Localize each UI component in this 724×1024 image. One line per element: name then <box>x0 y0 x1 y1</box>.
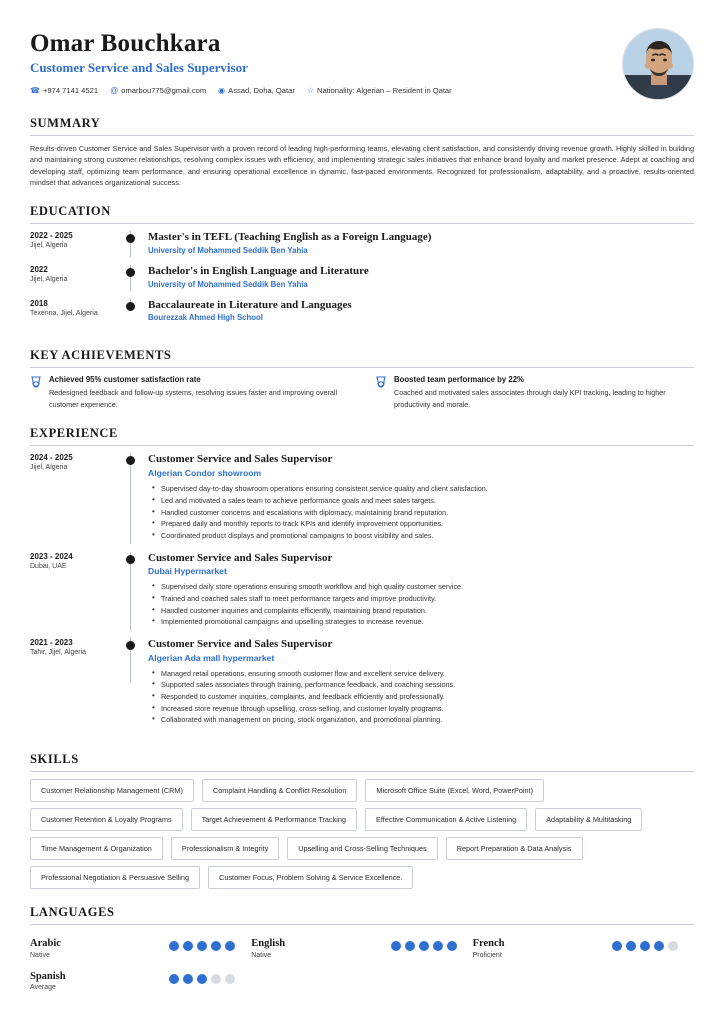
rating-dot <box>211 974 221 984</box>
timeline-dot-icon <box>126 555 135 564</box>
contact-nationality <box>307 86 452 95</box>
language-info <box>30 971 66 992</box>
education-location: Jijel, Algeria <box>30 242 68 250</box>
list-item <box>30 299 694 333</box>
language-item <box>30 965 251 998</box>
bullet: • Supervised daily store operations ensuring smooth workflow and high quality customer service. <box>161 581 694 593</box>
rating-dot <box>183 941 193 951</box>
experience-date: 2023 - 2024 <box>30 551 73 561</box>
timeline-axis <box>126 231 148 255</box>
language-level: Proficient <box>472 951 502 959</box>
rating-dot <box>197 974 207 984</box>
language-level: Native <box>251 951 272 959</box>
avatar <box>622 28 694 100</box>
experience-body <box>148 638 694 726</box>
contact-row <box>30 86 622 95</box>
contact-phone-text: +974 7141 4521 <box>42 86 99 95</box>
timeline-axis <box>126 265 148 289</box>
rating-dot <box>447 941 457 951</box>
email-icon: @ <box>110 85 119 95</box>
language-name: Spanish <box>30 970 66 982</box>
education-meta <box>30 299 126 323</box>
contact-nationality-text: Nationality: Algerian – Resident in Qatar <box>317 86 452 95</box>
education-body <box>148 231 694 255</box>
rating-dot <box>225 941 235 951</box>
experience-list <box>30 453 694 735</box>
education-body <box>148 265 694 289</box>
timeline-dot-icon <box>126 268 135 277</box>
experience-location: Dubai, UAE <box>30 562 67 570</box>
education-location: Texenna, Jijel, Algeria <box>30 309 98 317</box>
contact-phone[interactable] <box>30 86 98 95</box>
experience-title: Customer Service and Sales Supervisor <box>148 551 333 564</box>
education-meta <box>30 265 126 289</box>
bullet: • Collaborated with management on pricing, stock organization, and promotional planning. <box>161 714 694 726</box>
language-rating <box>612 941 678 951</box>
experience-bullets <box>148 581 694 628</box>
achievement-item <box>30 375 349 410</box>
contact-location <box>218 86 295 95</box>
education-institution: University of Mohammed Seddik Ben Yahia <box>148 245 308 255</box>
location-icon: ◉ <box>218 85 226 95</box>
page-title: Omar Bouchkara <box>30 30 221 57</box>
achievement-description: Coached and motivated sales associates through daily KPI tracking, leading to higher productivity and morale. <box>394 388 666 409</box>
rating-dot <box>225 974 235 984</box>
list-item <box>30 265 694 299</box>
divider <box>30 771 694 772</box>
achievements-heading: KEY ACHIEVEMENTS <box>30 348 172 363</box>
section-education <box>30 204 694 332</box>
skills-list <box>30 779 694 889</box>
list-item <box>30 231 694 265</box>
rating-dot <box>211 941 221 951</box>
experience-date: 2024 - 2025 <box>30 453 73 463</box>
rating-dot <box>169 974 179 984</box>
timeline-dot-icon <box>126 234 135 243</box>
languages-grid <box>30 932 694 997</box>
bullet: • Increased store revenue through upselling, cross-selling, and customer loyalty programs. <box>161 703 694 715</box>
skill-chip: Complaint Handling & Conflict Resolution <box>202 779 357 802</box>
achievement-item <box>375 375 694 410</box>
experience-title: Customer Service and Sales Supervisor <box>148 637 333 650</box>
timeline-axis <box>126 638 148 726</box>
header-left <box>30 26 622 95</box>
rating-dot <box>391 941 401 951</box>
divider <box>30 223 694 224</box>
experience-company: Dubai Hypermarket <box>148 566 227 577</box>
education-date: 2018 <box>30 298 48 308</box>
divider <box>30 135 694 136</box>
timeline-dot-icon <box>126 641 135 650</box>
rating-dot <box>640 941 650 951</box>
timeline-dot-icon <box>126 302 135 311</box>
section-languages <box>30 905 694 997</box>
bullet: • Handled customer concerns and escalations with diplomacy, maintaining brand reputation. <box>161 507 694 519</box>
divider <box>30 445 694 446</box>
education-degree: Baccalaureate in Literature and Languages <box>148 298 352 311</box>
education-body <box>148 299 694 323</box>
skill-chip: Customer Relationship Management (CRM) <box>30 779 194 802</box>
language-info <box>251 938 285 959</box>
bullet: • Implemented promotional campaigns and upselling strategies to increase revenue. <box>161 616 694 628</box>
experience-company: Algerian Condor showroom <box>148 468 262 479</box>
education-institution: University of Mohammed Seddik Ben Yahia <box>148 279 308 289</box>
rating-dot <box>668 941 678 951</box>
medal-icon <box>375 376 387 394</box>
education-meta <box>30 231 126 255</box>
experience-meta <box>30 638 126 726</box>
achievement-body <box>394 375 694 410</box>
divider <box>30 367 694 368</box>
rating-dot <box>612 941 622 951</box>
education-institution: Bourezzak Ahmed High School <box>148 313 263 323</box>
divider <box>30 924 694 925</box>
timeline-axis <box>126 453 148 541</box>
resume-header <box>30 26 694 100</box>
achievement-title: Achieved 95% customer satisfaction rate <box>49 375 201 385</box>
language-level: Average <box>30 984 56 992</box>
rating-dot <box>654 941 664 951</box>
section-experience <box>30 426 694 735</box>
rating-dot <box>197 941 207 951</box>
education-degree: Bachelor's in English Language and Literature <box>148 264 369 277</box>
language-info <box>473 938 505 959</box>
skill-chip: Time Management & Organization <box>30 837 163 860</box>
education-date: 2022 <box>30 264 48 274</box>
skills-heading: SKILLS <box>30 751 79 766</box>
skill-chip: Microsoft Office Suite (Excel, Word, PowerPoint) <box>365 779 544 802</box>
language-level: Native <box>30 951 50 959</box>
experience-date: 2021 - 2023 <box>30 637 73 647</box>
rating-dot <box>433 941 443 951</box>
skill-chip: Report Preparation & Data Analysis <box>446 837 583 860</box>
bullet: • Supported sales associates through training, performance feedback, and coaching sessions. <box>161 679 694 691</box>
language-rating <box>169 941 235 951</box>
experience-company: Algerian Ada mall hypermarket <box>148 652 275 663</box>
experience-location: Jijel, Algeria <box>30 464 68 472</box>
skill-chip: Adaptability & Multitasking <box>535 808 642 831</box>
bullet: • Handled customer inquiries and complaints efficiently, maintaining brand reputation. <box>161 605 694 617</box>
education-location: Jijel, Algeria <box>30 275 68 283</box>
bullet: • Prepared daily and monthly reports to track KPIs and identify improvement opportunities. <box>161 518 694 530</box>
rating-dot <box>405 941 415 951</box>
timeline-axis <box>126 299 148 323</box>
language-name: Arabic <box>30 937 61 949</box>
bullet: • Supervised day-to-day showroom operations ensuring consistent service quality and client satisfaction. <box>161 483 694 495</box>
education-list <box>30 231 694 332</box>
list-item <box>30 453 694 551</box>
timeline-axis <box>126 552 148 628</box>
languages-heading: LANGUAGES <box>30 904 115 919</box>
experience-bullets <box>148 483 694 541</box>
section-summary <box>30 116 694 188</box>
section-skills <box>30 752 694 889</box>
timeline-dot-icon <box>126 456 135 465</box>
education-heading: EDUCATION <box>30 204 111 219</box>
experience-location: Tahir, Jijel, Algeria <box>30 648 87 656</box>
experience-body <box>148 552 694 628</box>
language-item <box>251 932 472 965</box>
bullet: • Responded to customer inquiries, complaints, and feedback efficiently and professionally. <box>161 691 694 703</box>
achievement-description: Redesigned feedback and follow-up systems, resolving issues faster and improving overall customer experience. <box>49 388 338 409</box>
contact-email-text: omarbou775@gmail.com <box>121 86 207 95</box>
summary-heading: SUMMARY <box>30 116 101 130</box>
star-icon: ☆ <box>306 85 315 95</box>
bullet: • Led and motivated a sales team to achieve performance goals and meet sales targets. <box>161 495 694 507</box>
summary-text: Results-driven Customer Service and Sales Supervisor with a proven record of leading high-performing teams, elevating client satisfaction, and consistently driving revenue growth. Highly skilled in building and maintaining strong customer relationships, resolving complex issues with efficiency, and implementing strategic sales initiatives that enhance brand loyalty and market presence. Adept at coaching and developing staff, optimizing team performance, and ensuring operational excellence in dynamic, fast-paced environments. Recognized for professionalism, adaptability, and a proactive, results-oriented mindset that advances organizational success. <box>30 144 694 187</box>
skill-chip: Professional Negotiation & Persuasive Selling <box>30 866 200 889</box>
experience-title: Customer Service and Sales Supervisor <box>148 453 333 466</box>
list-item <box>30 638 694 736</box>
phone-icon: ☎ <box>30 85 40 95</box>
rating-dot <box>626 941 636 951</box>
achievement-body <box>49 375 349 410</box>
rating-dot <box>169 941 179 951</box>
bullet: • Managed retail operations, ensuring smooth customer flow and excellent service delivery. <box>161 668 694 680</box>
skill-chip: Customer Focus, Problem Solving & Service Excellence. <box>208 866 413 889</box>
skill-chip: Upselling and Cross-Selling Techniques <box>287 837 437 860</box>
language-rating <box>391 941 457 951</box>
contact-email[interactable] <box>110 86 206 95</box>
rating-dot <box>183 974 193 984</box>
experience-meta <box>30 453 126 541</box>
medal-icon <box>30 376 42 394</box>
bullet: • Coordinated product displays and promotional campaigns to boost visibility and sales. <box>161 530 694 542</box>
contact-location-text: Assad, Doha, Qatar <box>228 86 295 95</box>
experience-body <box>148 453 694 541</box>
achievement-title: Boosted team performance by 22% <box>394 375 524 385</box>
list-item <box>30 552 694 638</box>
skill-chip: Professionalism & Integrity <box>171 837 279 860</box>
education-degree: Master's in TEFL (Teaching English as a Foreign Language) <box>148 231 432 244</box>
experience-bullets <box>148 668 694 726</box>
language-name: English <box>251 937 286 949</box>
skill-chip: Customer Retention & Loyalty Programs <box>30 808 183 831</box>
skill-chip: Effective Communication & Active Listening <box>365 808 527 831</box>
language-rating <box>169 974 235 984</box>
bullet: • Trained and coached sales staff to meet performance targets and improve productivity. <box>161 593 694 605</box>
education-date: 2022 - 2025 <box>30 231 73 241</box>
section-achievements <box>30 348 694 410</box>
skill-chip: Target Achievement & Performance Tracking <box>191 808 357 831</box>
avatar-photo <box>623 29 694 100</box>
experience-meta <box>30 552 126 628</box>
language-item <box>473 932 694 965</box>
language-item <box>30 932 251 965</box>
achievements-grid <box>30 375 694 410</box>
rating-dot <box>419 941 429 951</box>
language-name: French <box>472 937 505 949</box>
job-title: Customer Service and Sales Supervisor <box>30 60 248 75</box>
experience-heading: EXPERIENCE <box>30 426 118 441</box>
language-info <box>30 938 61 959</box>
